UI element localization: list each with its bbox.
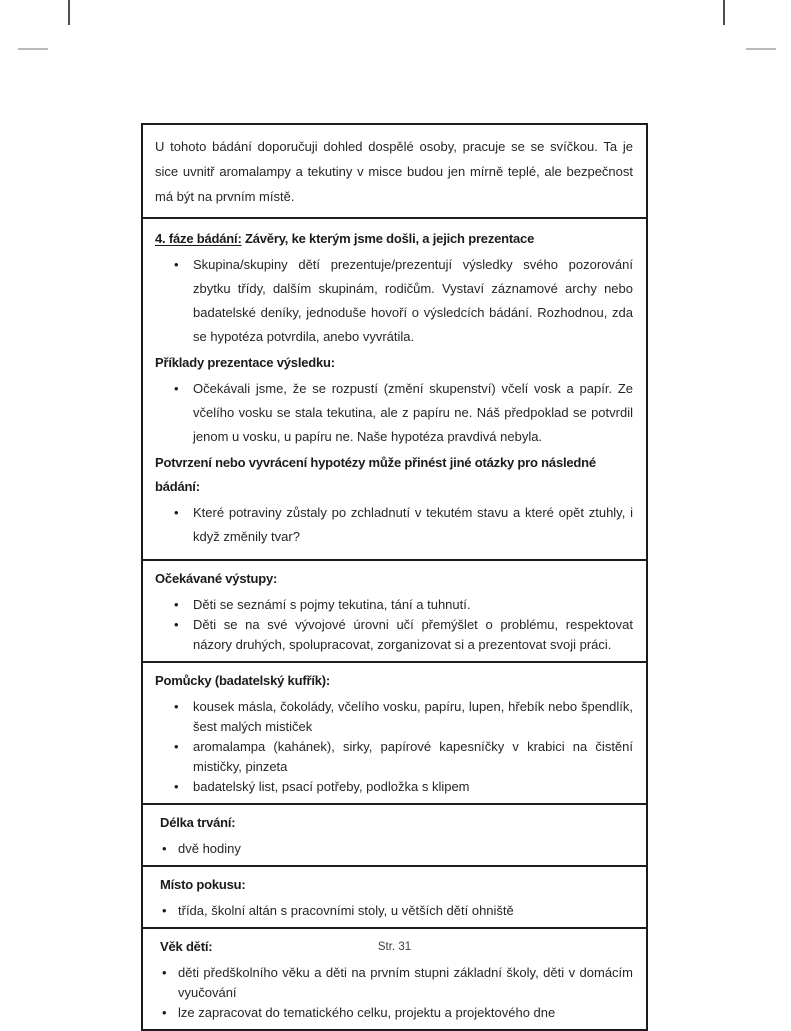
examples-heading: Příklady prezentace výsledku: [155,355,335,370]
content-table [141,123,648,1031]
place-bullet-list [160,901,633,921]
duration-heading: Délka trvání: [160,815,236,830]
tools-heading: Pomůcky (badatelský kufřík): [155,673,331,688]
phase4-label: 4. fáze bádání: [155,231,242,246]
crop-mark-vertical-right [723,0,725,25]
section-safety-note [143,125,646,219]
section-duration [143,805,646,867]
confirm-heading: Potvrzení nebo vyvrácení hypotézy může přinést jiné otázky pro následné bádání: [155,455,596,494]
bullet-item: • Děti se seznámí s pojmy tekutina, tání a tuhnutí. [155,595,633,615]
phase4-title: Závěry, ke kterým jsme došli, a jejich prezentace [241,231,535,246]
bullet-item: • dvě hodiny [160,839,633,859]
crop-mark-horizontal-left [18,48,48,50]
bullet-item: • kousek másla, čokolády, včelího vosku, papíru, lupen, hřebík nebo špendlík, šest malých mističek [155,697,633,737]
section-tools [143,663,646,805]
bullet-item: • badatelský list, psací potřeby, podložka s klipem [155,777,633,797]
bullet-item: • Skupina/skupiny dětí prezentuje/prezentují výsledky svého pozorování zbytku třídy, dalším skupinám, rodičům. Vystaví záznamové archy nebo badatelské deníky, jednoduše hovoří o výsledcích bádání. Rozhodnou, zda se hypotéza potvrdila, anebo vyvrátila. [155,253,633,349]
phase4-heading [155,227,633,251]
bullet-item: • třída, školní altán s pracovními stoly, u větších dětí ohniště [160,901,633,921]
outputs-heading: Očekávané výstupy: [155,571,278,586]
bullet-item: • Očekávali jsme, že se rozpustí (změní skupenství) včelí vosk a papír. Ze včelího vosku se stala tekutina, ale z papíru ne. Náš předpoklad se potvrdil jenom u vosku, u papíru ne. Naše hypotéza pravdivá nebyla. [155,377,633,449]
place-heading: Místo pokusu: [160,877,246,892]
bullet-item: • Děti se na své vývojové úrovni učí přemýšlet o problému, respektovat názory druhých, spolupracovat, zorganizovat si a prezentovat svoji práci. [155,615,633,655]
page-number: Str. 31 [377,941,412,953]
duration-bullet-list [160,839,633,859]
age-heading: Věk dětí: [160,939,213,954]
examples-bullet-list [155,377,633,449]
outputs-bullet-list [155,595,633,655]
safety-note-text: U tohoto bádání doporučuji dohled dospělé osoby, pracuje se se svíčkou. Ta je sice uvnitř aromalampy a tekutiny v misce budou jen mírně teplé, ale bezpečnost má být na prvním místě. [155,139,633,204]
bullet-item: • lze zapracovat do tematického celku, projektu a projektového dne [160,1003,633,1023]
age-bullet-list [160,963,633,1023]
phase4-bullet-list [155,253,633,349]
section-phase4 [143,219,646,561]
crop-mark-horizontal-right [746,48,776,50]
section-expected-outputs [143,561,646,663]
bullet-item: • aromalampa (kahánek), sirky, papírové kapesníčky v krabici na čistění mističky, pinzeta [155,737,633,777]
bullet-item: • děti předškolního věku a děti na prvním stupni základní školy, děti v domácím vyučování [160,963,633,1003]
confirm-bullet-list [155,501,633,549]
bullet-item: • Které potraviny zůstaly po zchladnutí v tekutém stavu a které opět ztuhly, i když změnily tvar? [155,501,633,549]
crop-mark-vertical-left [68,0,70,25]
tools-bullet-list [155,697,633,797]
section-place [143,867,646,929]
